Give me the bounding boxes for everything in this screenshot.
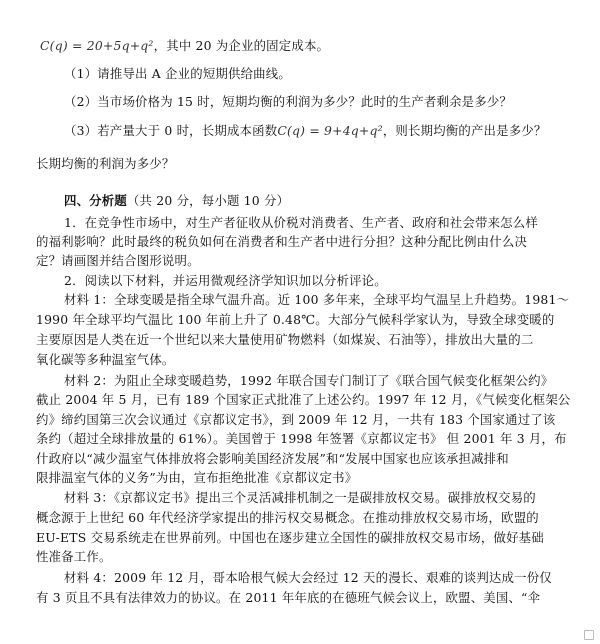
question-2: （2）当市场价格为 15 时，短期均衡的利润为多少？此时的生产者剩余是多少？ bbox=[64, 94, 513, 109]
material-2-line4: 条约（超过全球排放量的 61%）。美国曾于 1998 年签署《京都议定书》 但 2001 年 3 月，布 bbox=[36, 431, 567, 446]
material-3-line1: 材料 3：《京都议定书》提出三个灵活减排机制之一是碳排放权交易。碳排放权交易的 bbox=[64, 490, 536, 505]
material-1-line2: 1990 年全球平均气温比 100 年前上升了 0.48℃。大部分气候科学家认为，导致全球变暖的 bbox=[36, 312, 555, 327]
material-1-line3: 主要原因是人类在近一个世纪以来大量使用矿物燃料（如煤炭、石油等），排放出大量的二 bbox=[36, 332, 534, 347]
material-2-line6: 限排温室气体的义务”为由，宣布拒绝批准《京都议定书》 bbox=[36, 470, 358, 485]
page-corner-mark bbox=[584, 630, 594, 640]
question-3-continued: 长期均衡的利润为多少？ bbox=[36, 156, 175, 171]
material-2-line2: 截止 2004 年 5 月，已有 189 个国家正式批准了上述公约。1997 年 12 月，《气候变化框架公 bbox=[36, 392, 571, 407]
section-heading bbox=[64, 193, 289, 209]
cost-function-line bbox=[40, 38, 329, 54]
question-1: （1）请推导出 A 企业的短期供给曲线。 bbox=[64, 66, 291, 81]
analysis-q1-line3: 定？请画图并结合图形说明。 bbox=[36, 253, 200, 268]
material-1-line4: 氧化碳等多种温室气体。 bbox=[36, 352, 175, 367]
short-run-cost-formula: C(q) = 20+5q+q² bbox=[40, 38, 154, 53]
material-4-line2: 有 3 页且不具有法律效力的协议。在 2011 年年底的在德班气候会议上，欧盟、美国、“伞 bbox=[36, 590, 541, 605]
analysis-q1-line1: 1．在竞争性市场中，对生产者征收从价税对消费者、生产者、政府和社会带来怎么样 bbox=[64, 215, 538, 230]
cost-function-note: ，其中 20 为企业的固定成本。 bbox=[153, 38, 330, 53]
analysis-q2-intro: 2．阅读以下材料，并运用微观经济学知识加以分析评论。 bbox=[64, 273, 387, 288]
question-3 bbox=[64, 123, 547, 139]
material-3-line4: 性准备工作。 bbox=[36, 549, 112, 564]
question-3-prefix: （3）若产量大于 0 时，长期成本函数 bbox=[64, 123, 278, 138]
material-2-line5: 什政府以“减少温室气体排放将会影响美国经济发展”和“发展中国家也应该承担减排和 bbox=[36, 451, 509, 466]
material-3-line3: EU-ETS 交易系统走在世界前列。中国也在逐步建立全国性的碳排放权交易市场，做好基础 bbox=[36, 530, 544, 545]
long-run-cost-formula: C(q) = 9+4q+q² bbox=[277, 123, 383, 138]
question-3-suffix: ，则长期均衡的产出是多少？ bbox=[382, 123, 547, 138]
material-1-line1: 材料 1：全球变暖是指全球气温升高。近 100 多年来，全球平均气温呈上升趋势。1981～ bbox=[64, 292, 570, 307]
section-points: （共 20 分，每小题 10 分） bbox=[126, 193, 290, 208]
material-2-line3: 约》缔约国第三次会议通过《京都议定书》，到 2009 年 12 月，一共有 183 个国家通过了该 bbox=[36, 412, 556, 427]
analysis-q1-line2: 的福利影响？此时最终的税负如何在消费者和生产者中进行分担？这种分配比例由什么决 bbox=[36, 234, 528, 249]
material-4-line1: 材料 4：2009 年 12 月，哥本哈根气候大会经过 12 天的漫长、艰难的谈判达成一份仅 bbox=[64, 570, 552, 585]
material-2-line1: 材料 2：为阻止全球变暖趋势，1992 年联合国专门制订了《联合国气候变化框架公约》 bbox=[64, 373, 554, 388]
material-3-line2: 概念源于上世纪 60 年代经济学家提出的排污权交易概念。在推动排放权交易市场，欧盟的 bbox=[36, 510, 539, 525]
section-title: 四、分析题 bbox=[64, 193, 127, 208]
